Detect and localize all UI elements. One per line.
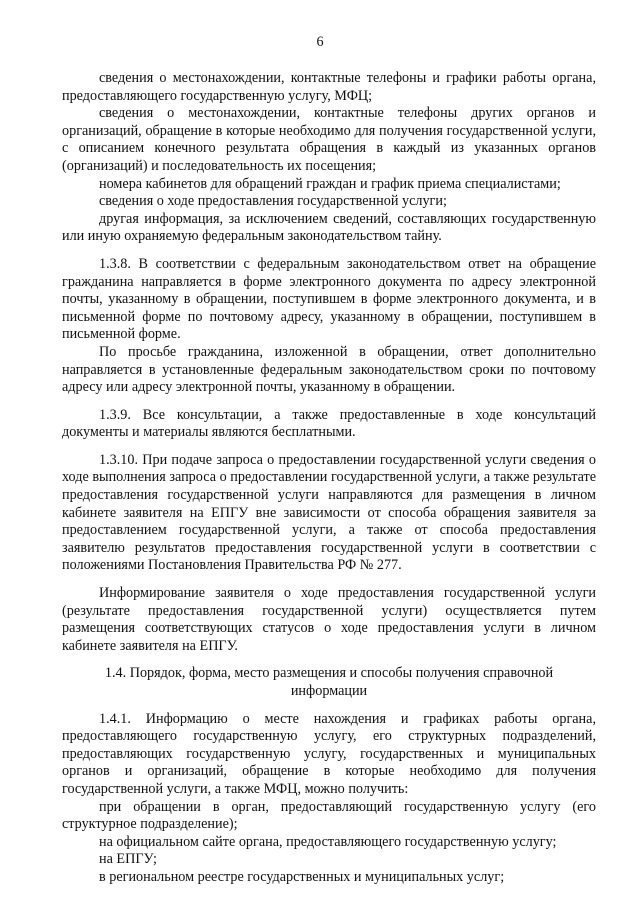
paragraph: на официальном сайте органа, предоставляющего государственную услугу; <box>99 833 557 850</box>
section-heading-line: информации <box>290 683 368 699</box>
paragraph: номера кабинетов для обращений граждан и график приема специалистами; <box>99 175 561 192</box>
paragraph: 1.3.10. При подаче запроса о предоставлении государственной услуги сведения о ходе выполнения запроса о предоставлении государственной услуги, а также результате предоставления государственной услуги направляются для размещения в личном кабинете заявителя на ЕПГУ вне зависимости от способа обращения заявителя за предоставлением государственной услуги, а также от способа предоставления заявителю результатов предоставления государственной услуги в соответствии с положениями Постановления Правительства РФ № 277. <box>62 451 596 574</box>
paragraph: 1.4.1. Информацию о месте нахождения и графиках работы органа, предоставляющего государственную услугу, его структурных подразделений, предоставляющих государственную услугу, государственных и муниципальных органов и организаций, обращение в которые необходимо для получения государственной услуги, а также МФЦ, можно получить: <box>62 710 596 797</box>
paragraph: в региональном реестре государственных и муниципальных услуг; <box>99 868 505 885</box>
paragraph: другая информация, за исключением сведений, составляющих государственную или иную охраняемую федеральным законодательством тайну. <box>62 210 596 245</box>
paragraph: Информирование заявителя о ходе предоставления государственной услуги (результате предоставления государственной услуги) осуществляется путем размещения соответствующих статусов о ходе предоставления услуги в личном кабинете заявителя на ЕПГУ. <box>62 585 596 654</box>
paragraph: 1.3.9. Все консультации, а также предоставленные в ходе консультаций документы и материалы являются бесплатными. <box>62 406 596 441</box>
paragraph: 1.3.8. В соответствии с федеральным законодательством ответ на обращение гражданина направляется в форме электронного документа по адресу электронной почты, указанному в обращении, поступившем в форме электронного документа, и в письменной форме по почтовому адресу, указанному в обращении, поступившем в письменной форме. <box>62 255 596 343</box>
paragraph: По просьбе гражданина, изложенной в обращении, ответ дополнительно направляется в установленные федеральным законодательством сроки по почтовому адресу или адресу электронной почты, указанному в обращении. <box>62 343 596 396</box>
paragraph: сведения о местонахождении, контактные телефоны и графики работы органа, предоставляющего государственную услугу, МФЦ; <box>62 70 596 104</box>
paragraph: сведения о местонахождении, контактные телефоны других органов и организаций, обращение в которые необходимо для получения государственной услуги, с описанием конечного результата обращения в каждый из указанных органов (организаций) и последовательность их посещения; <box>62 105 596 174</box>
page-body <box>62 70 596 887</box>
page-number: 6 <box>316 34 324 50</box>
section-heading-line: 1.4. Порядок, форма, место размещения и способы получения справочной <box>104 665 554 682</box>
paragraph: на ЕПГУ; <box>99 851 157 868</box>
section-heading <box>62 665 596 700</box>
paragraph: при обращении в орган, предоставляющий государственную услугу (его структурное подразделение); <box>62 798 596 833</box>
paragraph: сведения о ходе предоставления государственной услуги; <box>99 193 447 210</box>
